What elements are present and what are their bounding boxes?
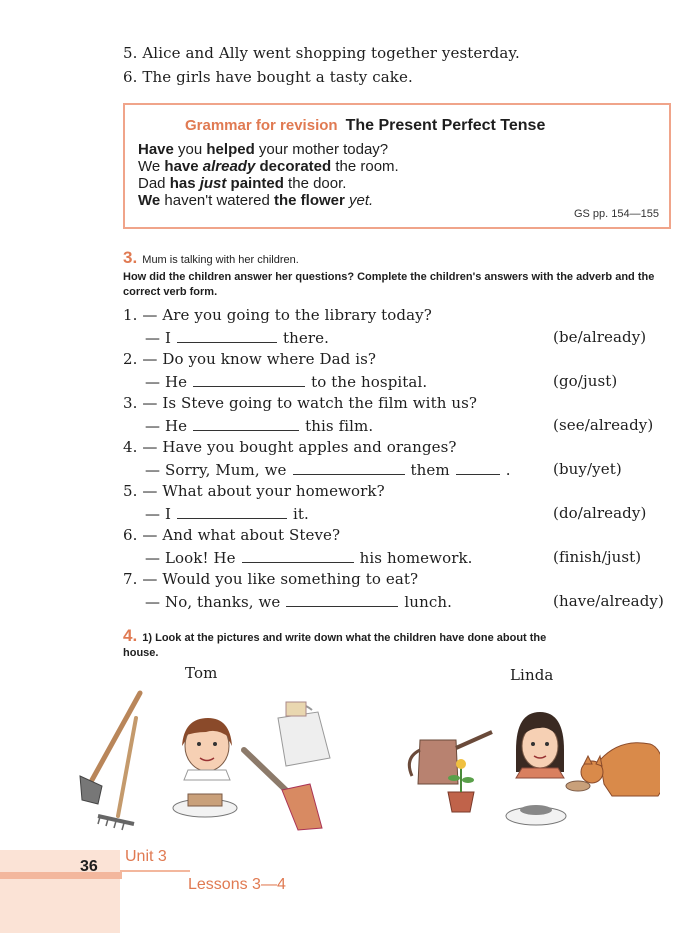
exercise-3-instruction: How did the children answer her questions? Complete the children's answers with the adverb and the correct verb form. xyxy=(123,271,655,298)
verb-hint: (finish/just) xyxy=(553,548,642,566)
question-6: 6. — And what about Steve? xyxy=(123,526,341,544)
sentence-6: 6. The girls have bought a tasty cake. xyxy=(123,68,413,86)
grammar-example-3: Dad has just painted the door. xyxy=(138,175,347,192)
exercise-3-intro: Mum is talking with her children. xyxy=(142,254,299,266)
exercise-4-illustrations xyxy=(60,688,660,848)
footer-divider xyxy=(120,870,190,872)
grammar-reference: GS pp. 154—155 xyxy=(573,208,659,220)
exercise-4-instruction: 1) Look at the pictures and write down what the children have done about the xyxy=(142,632,547,644)
answer-5: — I it. (do/already) xyxy=(145,504,647,523)
answer-blank-yet[interactable] xyxy=(456,460,500,475)
answer-blank[interactable] xyxy=(177,504,287,519)
cake-plate-icon xyxy=(173,794,237,817)
shopping-bag-icon xyxy=(278,702,330,766)
unit-label: Unit 3 xyxy=(125,848,167,865)
exercise-4-header xyxy=(123,626,546,646)
answer-6: — Look! He his homework. (finish/just) xyxy=(145,548,642,567)
verb-hint: (be/already) xyxy=(553,328,647,346)
question-7: 7. — Would you like something to eat? xyxy=(123,570,419,588)
answer-1: — I there. (be/already) xyxy=(145,328,647,347)
answer-blank[interactable] xyxy=(177,328,277,343)
grammar-label: Grammar for revision xyxy=(185,117,338,134)
page-number: 36 xyxy=(80,858,98,875)
answer-7: — No, thanks, we lunch. (have/already) xyxy=(145,592,664,611)
footer-band xyxy=(0,872,122,879)
question-1: 1. — Are you going to the library today? xyxy=(123,306,432,324)
answer-blank[interactable] xyxy=(242,548,354,563)
grammar-title xyxy=(185,117,545,135)
verb-hint: (go/just) xyxy=(553,372,618,390)
question-4: 4. — Have you bought apples and oranges? xyxy=(123,438,457,456)
cat-icon xyxy=(566,722,660,796)
question-3: 3. — Is Steve going to watch the film with us? xyxy=(123,394,478,412)
exercise-3-number: 3. xyxy=(123,248,138,267)
name-tom: Tom xyxy=(185,664,218,682)
grammar-example-1: Have you helped your mother today? xyxy=(138,141,389,158)
fish-plate-icon xyxy=(506,805,566,825)
answer-4: — Sorry, Mum, we them . (buy/yet) xyxy=(145,460,622,479)
exercise-4-number: 4. xyxy=(123,626,138,645)
name-linda: Linda xyxy=(510,666,554,684)
answer-2: — He to the hospital. (go/just) xyxy=(145,372,618,391)
answer-blank[interactable] xyxy=(293,460,405,475)
answer-blank[interactable] xyxy=(193,372,305,387)
lessons-label: Lessons 3—4 xyxy=(188,876,286,893)
verb-hint: (do/already) xyxy=(553,504,647,522)
grammar-topic: The Present Perfect Tense xyxy=(345,117,546,134)
verb-hint: (see/already) xyxy=(553,416,654,434)
verb-hint: (buy/yet) xyxy=(553,460,622,478)
question-5: 5. — What about your homework? xyxy=(123,482,385,500)
question-2: 2. — Do you know where Dad is? xyxy=(123,350,377,368)
answer-3: — He this film. (see/already) xyxy=(145,416,654,435)
answer-blank[interactable] xyxy=(286,592,398,607)
verb-hint: (have/already) xyxy=(553,592,664,610)
exercise-3-header xyxy=(123,248,299,268)
grammar-example-2: We have already decorated the room. xyxy=(138,158,399,175)
exercise-4-instruction-cont: house. xyxy=(123,647,159,659)
page-margin-strip xyxy=(0,850,120,933)
sentence-5: 5. Alice and Ally went shopping together yesterday. xyxy=(123,44,520,62)
linda-avatar xyxy=(516,712,564,778)
grammar-box xyxy=(123,103,671,229)
tom-avatar xyxy=(182,718,232,780)
grammar-example-4: We haven't watered the flower yet. xyxy=(138,192,374,209)
answer-blank[interactable] xyxy=(193,416,299,431)
